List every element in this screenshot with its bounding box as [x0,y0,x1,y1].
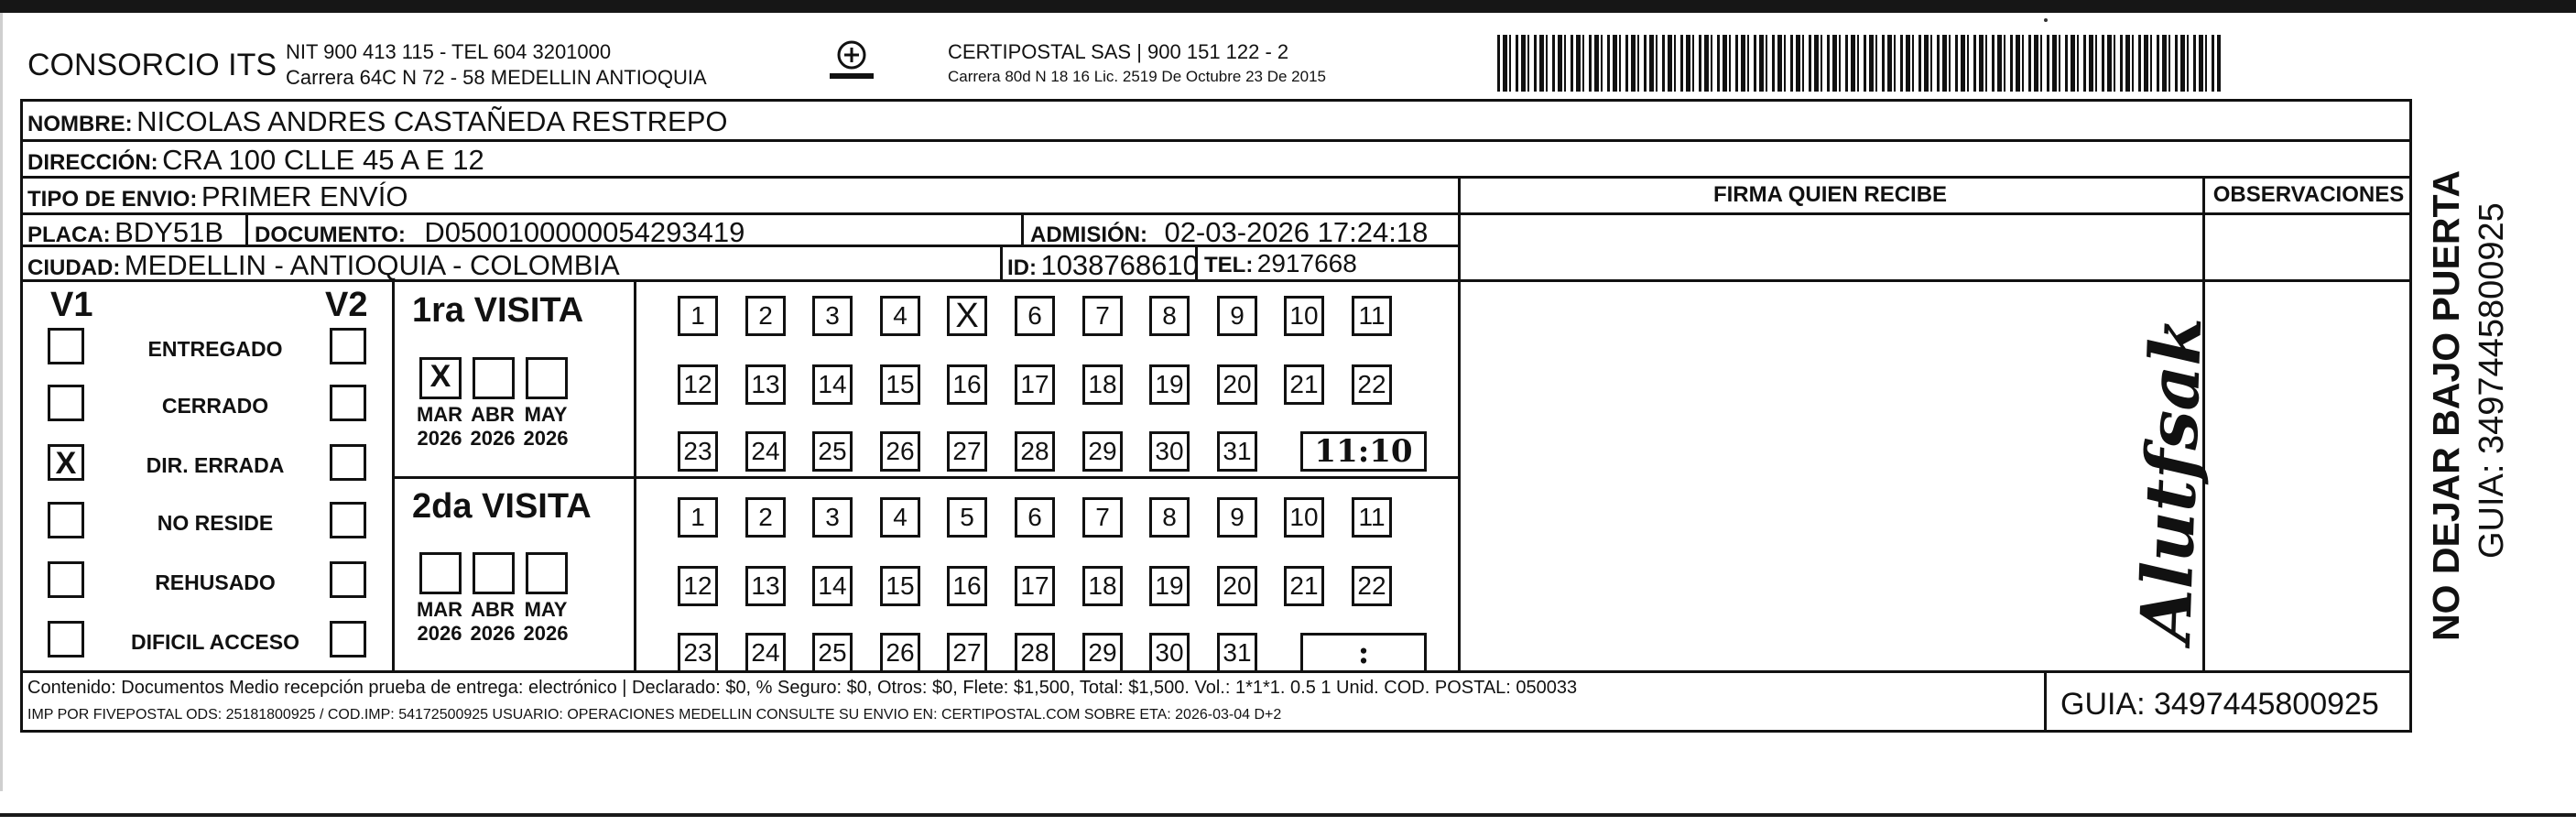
visita1-day-3[interactable]: 3 [812,296,853,336]
company-name: CONSORCIO ITS [27,48,277,82]
nit-line: NIT 900 413 115 - TEL 604 3201000 [286,40,612,63]
visita1-day-20[interactable]: 20 [1217,364,1257,405]
visita2-day-4[interactable]: 4 [880,497,920,538]
visita1-year-label-1: 2026 [470,427,516,450]
tel-label: TEL: [1204,253,1254,277]
visita2-day-16[interactable]: 16 [947,566,987,606]
v2-checkbox-5[interactable] [330,621,366,658]
visita2-time-box[interactable]: : [1300,633,1427,673]
no-dejar-bajo-puerta: NO DEJAR BAJO PUERTA [2425,169,2467,641]
v1-checkbox-1[interactable] [48,385,84,421]
visita2-month-box-2[interactable] [526,552,568,594]
status-label-1: CERRADO [161,394,269,418]
visita2-year-label-1: 2026 [470,622,516,645]
ciudad-value: MEDELLIN - ANTIOQUIA - COLOMBIA [124,249,620,281]
observation-handwriting: Alutfsak [2125,315,2218,645]
status-label-3: NO RESIDE [157,511,274,535]
visita1-title: 1ra VISITA [412,291,584,330]
visita1-day-11[interactable]: 11 [1352,296,1392,336]
visita1-day-31[interactable]: 31 [1217,431,1257,472]
v2-checkbox-4[interactable] [330,561,366,598]
admision-label: ADMISIÓN: [1030,223,1147,247]
visita1-day-24[interactable]: 24 [745,431,786,472]
id-label: ID: [1007,255,1037,280]
speck [2044,18,2048,22]
visita1-day-15[interactable]: 15 [880,364,920,405]
visita2-day-18[interactable]: 18 [1082,566,1123,606]
visita2-day-15[interactable]: 15 [880,566,920,606]
visita2-day-28[interactable]: 28 [1015,633,1055,673]
visita1-day-1[interactable]: 1 [678,296,718,336]
visita1-month-box-0[interactable]: X [419,357,462,399]
visita2-day-27[interactable]: 27 [947,633,987,673]
tipo-label: TIPO DE ENVIO: [27,187,198,212]
documento-label: DOCUMENTO: [255,223,406,247]
visita2-month-box-0[interactable] [419,552,462,594]
visita2-day-22[interactable]: 22 [1352,566,1392,606]
documento-value: D0500100000054293419 [424,216,745,248]
visita2-day-19[interactable]: 19 [1149,566,1190,606]
v2-label: V2 [325,286,368,324]
footer-line1: Contenido: Documentos Medio recepción prueba de entrega: electrónico | Declarado: $0, % Seguro: $0, Otros: $0, Flete: $1,500, Total: $1,500. Vol.: 1*1*1. 0.5 1 Unid. COD. POSTAL: 050033 [27,678,1578,698]
visita1-month-box-1[interactable] [473,357,515,399]
visita2-day-25[interactable]: 25 [812,633,853,673]
tipo-row [27,180,408,213]
bottom-border [0,813,2576,817]
visita1-day-18[interactable]: 18 [1082,364,1123,405]
visita1-day-19[interactable]: 19 [1149,364,1190,405]
firma-label: FIRMA QUIEN RECIBE [1712,182,1948,207]
left-edge [0,13,3,791]
v2-checkbox-2[interactable] [330,444,366,481]
visita1-day-16[interactable]: 16 [947,364,987,405]
tel-value: 2917668 [1256,249,1357,277]
visita2-year-label-2: 2026 [523,622,569,645]
v1-label: V1 [50,286,93,324]
id-row [1007,249,1199,282]
visita1-day-12[interactable]: 12 [678,364,718,405]
visita1-day-7[interactable]: 7 [1082,296,1123,336]
direccion-label: DIRECCIÓN: [27,150,158,175]
visita2-day-23[interactable]: 23 [678,633,718,673]
visita2-day-10[interactable]: 10 [1284,497,1324,538]
visita2-day-17[interactable]: 17 [1015,566,1055,606]
visita2-day-29[interactable]: 29 [1082,633,1123,673]
visita1-day-9[interactable]: 9 [1217,296,1257,336]
barcode [1497,35,2221,92]
v2-checkbox-1[interactable] [330,385,366,421]
side-guia: GUIA: 3497445800925 [2473,202,2511,559]
visita2-month-label-0: MAR [416,598,463,621]
placa-value: BDY51B [114,216,224,248]
direccion-value: CRA 100 CLLE 45 A E 12 [162,144,484,176]
placa-label: PLACA: [27,223,111,247]
visita1-day-8[interactable]: 8 [1149,296,1190,336]
ciudad-label: CIUDAD: [27,255,121,280]
visita2-day-5[interactable]: 5 [947,497,987,538]
visita1-day-22[interactable]: 22 [1352,364,1392,405]
visita2-day-13[interactable]: 13 [745,566,786,606]
visita2-day-26[interactable]: 26 [880,633,920,673]
nombre-row [27,105,728,138]
visita1-day-10[interactable]: 10 [1284,296,1324,336]
visita1-day-17[interactable]: 17 [1015,364,1055,405]
visita1-day-30[interactable]: 30 [1149,431,1190,472]
direccion-row [27,144,484,177]
v1-checkbox-4[interactable] [48,561,84,598]
visita2-day-24[interactable]: 24 [745,633,786,673]
visita1-day-2[interactable]: 2 [745,296,786,336]
visita1-day-27[interactable]: 27 [947,431,987,472]
v2-checkbox-0[interactable] [330,328,366,364]
visita2-month-box-1[interactable] [473,552,515,594]
nombre-value: NICOLAS ANDRES CASTAÑEDA RESTREPO [136,105,728,137]
visita2-day-11[interactable]: 11 [1352,497,1392,538]
tel-row [1204,249,1357,278]
ciudad-row [27,249,620,282]
visita1-day-21[interactable]: 21 [1284,364,1324,405]
signature-area [1463,284,2196,667]
visita2-year-label-0: 2026 [417,622,462,645]
tipo-value: PRIMER ENVÍO [201,180,408,212]
visita1-day-13[interactable]: 13 [745,364,786,405]
placa-row [27,216,223,249]
admision-row [1030,216,1428,249]
footer-guia: GUIA: 3497445800925 [2060,687,2379,722]
id-value: 1038768610 [1040,249,1199,281]
visita1-day-5[interactable]: X [947,296,987,336]
visita2-month-label-1: ABR [471,598,515,621]
status-label-5: DIFICIL ACCESO [130,630,299,654]
carrier-line: CERTIPOSTAL SAS | 900 151 122 - 2 [948,40,1289,63]
carrier-address: Carrera 80d N 18 16 Lic. 2519 De Octubre 23 De 2015 [948,68,1326,85]
visita1-year-label-0: 2026 [417,427,462,450]
visita1-time-box[interactable]: 11:10 [1300,431,1427,472]
company-address: Carrera 64C N 72 - 58 MEDELLIN ANTIOQUIA [286,66,707,89]
visita1-year-label-2: 2026 [523,427,569,450]
nombre-label: NOMBRE: [27,112,133,136]
visita1-day-4[interactable]: 4 [880,296,920,336]
visita1-month-label-2: MAY [524,403,568,426]
certipostal-logo [824,37,879,86]
status-label-0: ENTREGADO [147,337,283,361]
visita1-day-29[interactable]: 29 [1082,431,1123,472]
v2-checkbox-3[interactable] [330,502,366,538]
v1-checkbox-0[interactable] [48,328,84,364]
visita2-day-7[interactable]: 7 [1082,497,1123,538]
v1-checkbox-2[interactable]: X [48,444,84,481]
visita1-month-label-0: MAR [416,403,463,426]
documento-row [255,216,745,249]
visita2-day-20[interactable]: 20 [1217,566,1257,606]
visita2-day-30[interactable]: 30 [1149,633,1190,673]
visita2-day-21[interactable]: 21 [1284,566,1324,606]
visita2-day-14[interactable]: 14 [812,566,853,606]
visita2-day-9[interactable]: 9 [1217,497,1257,538]
visita2-day-6[interactable]: 6 [1015,497,1055,538]
top-border [0,0,2576,13]
visita1-day-23[interactable]: 23 [678,431,718,472]
visita1-day-25[interactable]: 25 [812,431,853,472]
v1-checkbox-5[interactable] [48,621,84,658]
visita2-day-31[interactable]: 31 [1217,633,1257,673]
visita2-day-8[interactable]: 8 [1149,497,1190,538]
status-label-2: DIR. ERRADA [146,453,285,477]
visita2-day-3[interactable]: 3 [812,497,853,538]
status-label-4: REHUSADO [155,571,276,594]
observaciones-label: OBSERVACIONES [2212,182,2405,207]
visita1-month-label-1: ABR [471,403,515,426]
visita1-day-28[interactable]: 28 [1015,431,1055,472]
footer-line2: IMP POR FIVEPOSTAL ODS: 25181800925 / COD.IMP: 54172500925 USUARIO: OPERACIONES MEDELLIN CONSULTE SU ENVIO EN: CERTIPOSTAL.COM SOBRE ETA: 2026-03-04 D+2 [27,707,1282,723]
visita1-month-box-2[interactable] [526,357,568,399]
visita2-day-12[interactable]: 12 [678,566,718,606]
visita1-day-26[interactable]: 26 [880,431,920,472]
visita2-month-label-2: MAY [524,598,568,621]
visita1-day-14[interactable]: 14 [812,364,853,405]
visita1-day-6[interactable]: 6 [1015,296,1055,336]
visita2-title: 2da VISITA [412,487,592,526]
visita2-day-1[interactable]: 1 [678,497,718,538]
v1-checkbox-3[interactable] [48,502,84,538]
visita2-day-2[interactable]: 2 [745,497,786,538]
admision-value: 02-03-2026 17:24:18 [1164,216,1429,248]
